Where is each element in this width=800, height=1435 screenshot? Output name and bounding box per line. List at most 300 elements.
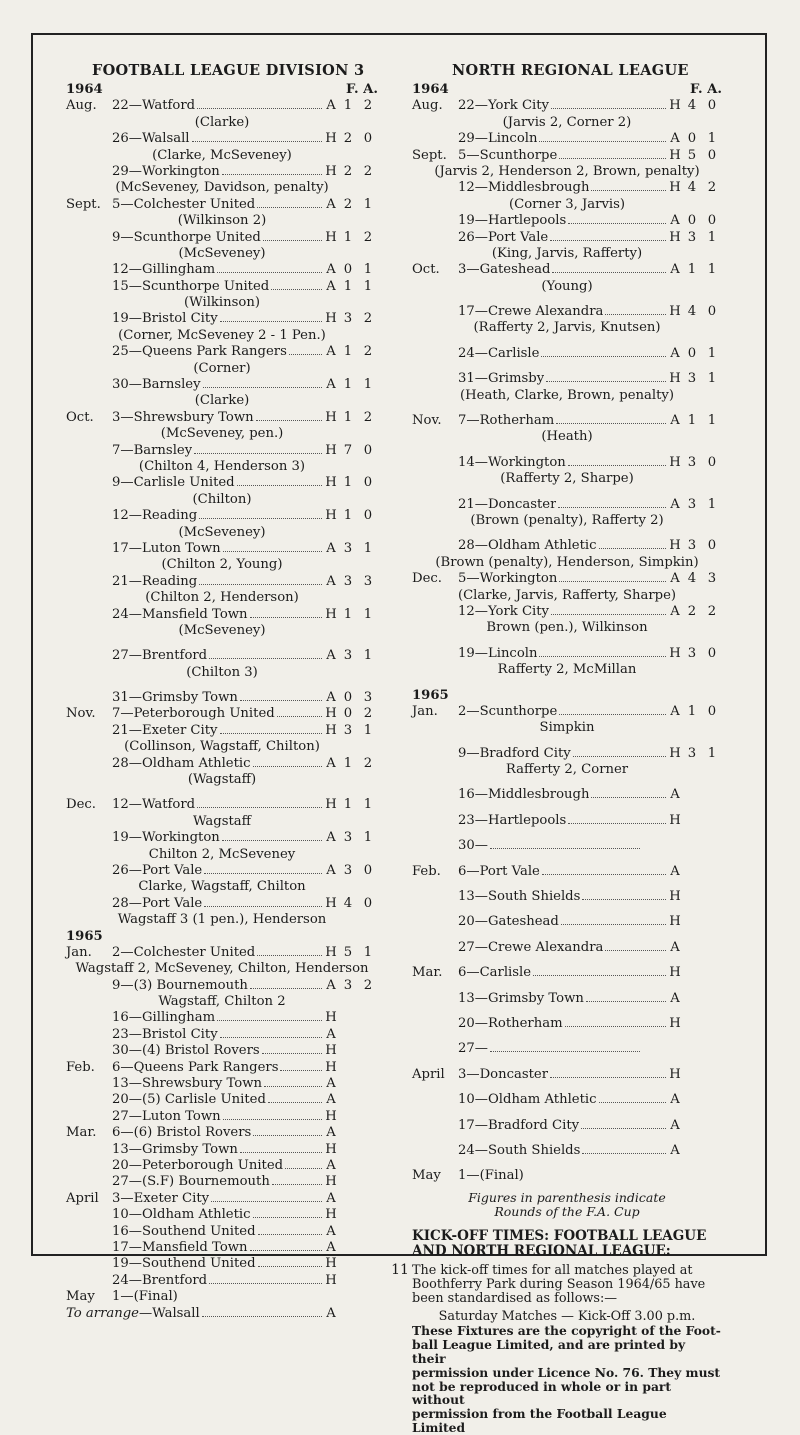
fixture-opponent: 14—Workington <box>458 454 566 470</box>
fixture-venue: H <box>325 1256 337 1272</box>
score-for: 3 <box>343 311 353 327</box>
fixture-venue: H <box>325 163 337 179</box>
leader-dots <box>192 141 322 142</box>
spacer <box>412 1007 722 1016</box>
fixture-opponent: 27—Brentford <box>112 648 208 664</box>
fixture-venue: H <box>669 914 681 930</box>
leader-dots <box>253 1217 322 1218</box>
fixture-row <box>412 991 722 1007</box>
score-for: 3 <box>343 648 353 664</box>
fixture-row <box>412 889 722 905</box>
leader-dots <box>591 797 666 798</box>
copyright-notice: These Fixtures are the copyright of the Foot- ball League Limited, and are printed by their permission under Licence No. 76. They must not be reproduced in whole or in part without permission from the Football League Limited <box>412 1323 721 1435</box>
score-for: 1 <box>343 755 353 771</box>
fixture-opponent: 3—Doncaster <box>458 1066 549 1082</box>
fixture-month: April <box>66 1190 99 1206</box>
fixture-row <box>66 1010 378 1026</box>
score-against: 2 <box>363 344 373 360</box>
goal-scorers: Rafferty 2, Corner <box>505 762 629 778</box>
fixture-month: Dec. <box>412 571 442 587</box>
fixture-opponent: 19—Southend United <box>112 1256 256 1272</box>
fixture-opponent: 24—Carlisle <box>458 345 540 361</box>
leader-dots <box>599 548 666 549</box>
fixture-row <box>66 797 378 813</box>
fixture-month: Sept. <box>412 147 447 163</box>
goal-scorers: (Chilton 2, Henderson) <box>145 590 299 606</box>
fixture-opponent: 6—(6) Bristol Rovers <box>112 1125 252 1141</box>
fixture-venue: H <box>325 229 337 245</box>
fixture-row <box>66 443 378 459</box>
fixture-venue: H <box>325 1141 337 1157</box>
fixture-row <box>66 1125 378 1141</box>
score-for: 3 <box>343 830 353 846</box>
score-against: 1 <box>707 371 717 387</box>
score-against: 2 <box>363 229 373 245</box>
fixture-opponent: 13—Grimsby Town <box>112 1141 238 1157</box>
fixture-venue: A <box>326 1158 336 1173</box>
leader-dots <box>565 1026 666 1027</box>
fixture-row <box>412 455 722 471</box>
fixture-opponent: 2—Colchester United <box>112 944 256 960</box>
leader-dots <box>490 1051 640 1052</box>
goal-scorers: (Young) <box>541 278 593 294</box>
goal-scorers: Wagstaff 2, McSeveney, Chilton, Henderson <box>75 961 369 977</box>
score-against: 1 <box>707 131 717 147</box>
fixture-row <box>66 574 378 590</box>
fixture-opponent: 2—Scunthorpe <box>458 703 558 719</box>
leader-dots <box>533 975 666 976</box>
score-against: 1 <box>363 830 373 846</box>
score-against: 0 <box>707 213 717 229</box>
score-against: 1 <box>363 377 373 393</box>
fixture-row <box>412 965 722 981</box>
saturday-kickoff: Saturday Matches — Kick-Off 3.00 p.m. <box>438 1309 696 1325</box>
fixture-row <box>66 1092 378 1108</box>
fixture-opponent: 5—Colchester United <box>112 196 256 212</box>
fixture-opponent: 9—Carlisle United <box>112 475 235 491</box>
fixture-row <box>66 1142 378 1158</box>
fixture-opponent: 12—Gillingham <box>112 262 216 278</box>
fixture-venue: A <box>326 690 336 706</box>
score-against: 1 <box>363 648 373 664</box>
fixture-opponent: 23—Hartlepools <box>458 812 567 828</box>
fixture-opponent: 23—Bristol City <box>112 1026 218 1042</box>
fixture-opponent: 12—York City <box>458 603 550 619</box>
fixture-row <box>412 704 722 720</box>
score-for: 3 <box>687 229 697 245</box>
score-for: 1 <box>343 606 353 622</box>
fixture-month: April <box>412 1066 445 1082</box>
leader-dots <box>568 823 666 824</box>
spacer <box>66 639 378 648</box>
leader-dots <box>559 581 666 582</box>
goal-scorers: (Corner 3, Jarvis) <box>508 196 626 212</box>
fixture-venue: A <box>326 1076 336 1092</box>
score-against: 0 <box>363 895 373 911</box>
fixture-venue: A <box>326 1026 336 1042</box>
leader-dots <box>250 1250 322 1251</box>
fixture-row <box>66 410 378 426</box>
fixture-row <box>66 1109 378 1125</box>
score-against: 2 <box>363 163 373 179</box>
goal-scorers: (McSeveney) <box>178 622 266 638</box>
spacer <box>412 679 722 688</box>
leader-dots <box>258 1234 322 1235</box>
fixture-opponent: —Walsall <box>138 1305 200 1321</box>
fixture-row <box>66 197 378 213</box>
fixture-month: Oct. <box>66 409 94 425</box>
fixture-opponent: 17—Bradford City <box>458 1117 580 1133</box>
fixture-opponent: 16—Southend United <box>112 1223 256 1239</box>
fixture-row <box>66 1306 378 1322</box>
fixture-month: Jan. <box>66 944 92 960</box>
goal-scorers: (Clarke) <box>194 393 250 409</box>
fixture-opponent: 10—Oldham Athletic <box>112 1207 251 1223</box>
fixture-row <box>66 756 378 772</box>
score-against: 1 <box>363 196 373 212</box>
fixture-month: Feb. <box>412 863 441 879</box>
fixture-venue: A <box>670 571 680 587</box>
fixture-opponent: 20—Peterborough United <box>112 1158 284 1173</box>
score-against: 0 <box>707 645 717 661</box>
fixture-venue: A <box>326 1092 336 1108</box>
score-for: 3 <box>687 745 697 761</box>
score-for: 1 <box>687 262 697 278</box>
fixture-row <box>412 497 722 513</box>
goal-scorers: Wagstaff 3 (1 pen.), Henderson <box>117 912 327 928</box>
score-against: 0 <box>363 508 373 524</box>
spacer <box>412 905 722 914</box>
fixture-month: Aug. <box>66 98 97 114</box>
fixture-row <box>412 538 722 554</box>
leader-dots <box>561 924 666 925</box>
fixture-venue: A <box>326 262 336 278</box>
fixture-row <box>412 1067 722 1083</box>
fixture-venue: A <box>670 603 680 619</box>
score-against: 1 <box>707 413 717 429</box>
leader-dots <box>582 899 666 900</box>
score-against: 2 <box>707 180 717 196</box>
fixture-opponent: 7—Peterborough United <box>112 706 275 722</box>
fixture-row <box>412 1168 722 1184</box>
fixture-venue: A <box>670 1142 680 1158</box>
goal-scorers: (Brown (penalty), Henderson, Simpkin) <box>435 554 699 570</box>
fixture-row <box>66 262 378 278</box>
fixture-opponent: 16—Gillingham <box>112 1010 216 1026</box>
score-against: 1 <box>707 229 717 245</box>
score-for: 3 <box>343 573 353 589</box>
score-against: 0 <box>363 442 373 458</box>
fixture-venue: A <box>326 1223 336 1239</box>
fixture-venue: H <box>669 1015 681 1031</box>
score-against: 1 <box>363 606 373 622</box>
goal-scorers: (Chilton 2, Young) <box>161 557 283 573</box>
fixture-opponent: 21—Exeter City <box>112 722 218 738</box>
score-against: 0 <box>707 703 717 719</box>
fixture-venue: H <box>325 797 337 813</box>
score-header: F. A. <box>689 82 722 97</box>
fixture-opponent: 20—Rotherham <box>458 1015 563 1031</box>
to-arrange-label: To arrange <box>66 1305 139 1321</box>
fixture-opponent: 27— <box>458 1041 488 1057</box>
leader-dots <box>223 551 322 552</box>
goal-scorers: Simpkin <box>539 720 595 736</box>
fixture-month: Sept. <box>66 196 101 212</box>
goal-scorers: (Corner, McSeveney 2 - 1 Pen.) <box>118 327 326 343</box>
goal-scorers: (Chilton) <box>192 491 252 507</box>
score-for: 4 <box>687 571 697 587</box>
division3-header <box>66 82 378 98</box>
spacer <box>412 1134 722 1143</box>
spacer <box>412 337 722 346</box>
fixture-venue: A <box>326 344 336 360</box>
spacer <box>412 829 722 838</box>
fixture-venue: A <box>326 573 336 589</box>
fixture-opponent: 17—Mansfield Town <box>112 1239 248 1255</box>
fixture-row <box>66 830 378 846</box>
fixture-venue: H <box>325 475 337 491</box>
fixture-row <box>412 787 722 803</box>
fixture-opponent: 6—Port Vale <box>458 863 540 879</box>
fixture-venue: A <box>326 1190 336 1206</box>
leader-dots <box>240 1152 322 1153</box>
leader-dots <box>217 1020 322 1021</box>
leader-dots <box>209 658 322 659</box>
leader-dots <box>204 873 322 874</box>
score-for: 1 <box>343 508 353 524</box>
fixture-opponent: 29—Lincoln <box>458 131 538 147</box>
fixture-opponent: 24—Mansfield Town <box>112 606 248 622</box>
goal-scorers: (Corner) <box>193 360 251 376</box>
spacer <box>412 1032 722 1041</box>
leader-dots <box>222 840 322 841</box>
leader-dots <box>211 1201 322 1202</box>
spacer <box>412 931 722 940</box>
goal-scorers: (Clarke) <box>194 114 250 130</box>
score-against: 2 <box>363 977 373 993</box>
fixture-opponent: 9—Bradford City <box>458 745 571 761</box>
fixture-row <box>66 648 378 664</box>
fixture-month: Nov. <box>412 413 442 429</box>
fixture-row <box>66 1224 378 1240</box>
fixture-row <box>66 1027 378 1043</box>
fixture-venue: H <box>325 606 337 622</box>
fixture-row <box>66 311 378 327</box>
fixture-opponent: 20—(5) Carlisle United <box>112 1092 266 1108</box>
fixture-opponent: 31—Grimsby <box>458 371 545 387</box>
fixture-venue: A <box>326 196 336 212</box>
leader-dots <box>539 141 666 142</box>
spacer <box>66 681 378 690</box>
goal-scorers: (McSeveney) <box>178 245 266 261</box>
leader-dots <box>550 1077 666 1078</box>
score-for: 1 <box>687 703 697 719</box>
fixture-row <box>66 1289 378 1305</box>
spacer <box>412 404 722 413</box>
leader-dots <box>490 848 640 849</box>
fixture-row <box>66 1207 378 1223</box>
leader-dots <box>277 716 322 717</box>
fixture-venue: H <box>669 304 681 320</box>
fixture-opponent: 19—Workington <box>112 830 220 846</box>
goal-scorers: (King, Jarvis, Rafferty) <box>491 245 643 261</box>
fixture-opponent: 6—Carlisle <box>458 965 532 981</box>
goal-scorers: (Chilton 3) <box>186 664 258 680</box>
score-for: 0 <box>343 262 353 278</box>
fixture-opponent: 19—Bristol City <box>112 311 218 327</box>
fixture-row <box>66 475 378 491</box>
fixture-row <box>412 180 722 196</box>
goal-scorers: (Heath, Clarke, Brown, penalty) <box>460 387 674 403</box>
fixture-opponent: 5—Workington <box>458 571 558 587</box>
fixture-venue: H <box>669 98 681 114</box>
fixture-venue: A <box>670 496 680 512</box>
fixture-row <box>412 571 722 587</box>
score-against: 2 <box>363 755 373 771</box>
fixture-row <box>412 213 722 229</box>
leader-dots <box>202 1316 322 1317</box>
fixture-row <box>66 607 378 623</box>
fixture-opponent: 10—Oldham Athletic <box>458 1092 597 1108</box>
spacer <box>412 529 722 538</box>
score-for: 0 <box>343 706 353 722</box>
leader-dots <box>197 807 322 808</box>
fixture-month: Feb. <box>66 1059 95 1075</box>
goal-scorers: (Wilkinson 2) <box>177 213 267 229</box>
fixture-row <box>66 131 378 147</box>
season-year: 1965 <box>412 687 449 703</box>
fixture-month: Mar. <box>66 1125 97 1141</box>
fixture-opponent: 27—Luton Town <box>112 1108 221 1124</box>
goal-scorers: Chilton 2, McSeveney <box>148 846 296 862</box>
fixture-venue: H <box>325 1010 337 1026</box>
right-footer-block <box>412 1185 722 1435</box>
leader-dots <box>217 272 322 273</box>
score-for: 0 <box>687 131 697 147</box>
fixture-venue: A <box>326 1239 336 1255</box>
score-against: 2 <box>363 409 373 425</box>
fixture-row <box>412 262 722 278</box>
fixture-row <box>412 604 722 620</box>
fixture-venue: A <box>670 413 680 429</box>
leader-dots <box>250 988 322 989</box>
fixture-opponent: 21—Doncaster <box>458 496 557 512</box>
score-against: 0 <box>707 147 717 163</box>
fixture-opponent: 1—(Final) <box>458 1168 524 1184</box>
leader-dots <box>223 1119 322 1120</box>
leader-dots <box>586 1001 666 1002</box>
score-against: 0 <box>707 98 717 114</box>
fixture-row <box>66 690 378 706</box>
score-for: 7 <box>343 442 353 458</box>
fixture-opponent: 30—Barnsley <box>112 377 201 393</box>
fixture-row <box>412 646 722 662</box>
fixture-venue: A <box>670 1092 680 1108</box>
goal-scorers: (Clarke, Jarvis, Rafferty, Sharpe) <box>457 587 677 603</box>
spacer <box>412 778 722 787</box>
fixture-opponent: 15—Scunthorpe United <box>112 278 270 294</box>
fixture-venue: H <box>669 889 681 905</box>
leader-dots <box>546 381 666 382</box>
fixture-row <box>66 98 378 114</box>
fixture-row <box>66 978 378 994</box>
score-for: 1 <box>343 377 353 393</box>
north-regional-fixtures <box>412 82 722 1435</box>
score-against: 1 <box>707 345 717 361</box>
leader-dots <box>568 223 666 224</box>
leader-dots <box>556 423 666 424</box>
goal-scorers: Wagstaff, Chilton 2 <box>158 994 286 1010</box>
fixture-opponent: 30— <box>458 838 488 854</box>
fixture-venue: H <box>669 538 681 554</box>
fixture-row <box>66 1174 378 1190</box>
score-for: 1 <box>343 475 353 491</box>
score-against: 3 <box>363 573 373 589</box>
goal-scorers: Rafferty 2, McMillan <box>497 662 637 678</box>
leader-dots <box>289 354 322 355</box>
score-against: 1 <box>363 540 373 556</box>
fixture-venue: A <box>670 213 680 229</box>
goal-scorers: Brown (pen.), Wilkinson <box>486 620 648 636</box>
score-against: 0 <box>707 538 717 554</box>
spacer <box>412 855 722 864</box>
score-for: 2 <box>343 196 353 212</box>
leader-dots <box>605 950 666 951</box>
leader-dots <box>199 518 322 519</box>
score-against: 1 <box>363 722 373 738</box>
fixture-opponent: 28—Oldham Athletic <box>458 538 597 554</box>
fixture-venue: A <box>670 703 680 719</box>
goal-scorers: Clarke, Wagstaff, Chilton <box>138 879 306 895</box>
fixture-row <box>66 230 378 246</box>
fixture-opponent: 1—(Final) <box>112 1289 178 1305</box>
leader-dots <box>253 766 322 767</box>
fixture-row <box>412 1016 722 1032</box>
score-for: 1 <box>343 98 353 114</box>
fixture-row <box>66 863 378 879</box>
fixture-venue: H <box>669 371 681 387</box>
fixture-venue: A <box>326 540 336 556</box>
goal-scorers: Wagstaff <box>192 813 251 829</box>
score-for: 0 <box>687 345 697 361</box>
fixture-month: Aug. <box>412 98 443 114</box>
fixture-opponent: 9—Scunthorpe United <box>112 229 261 245</box>
fixture-opponent: 12—Reading <box>112 508 198 524</box>
leader-dots <box>240 700 322 701</box>
leader-dots <box>220 321 322 322</box>
leader-dots <box>605 314 666 315</box>
fixture-row <box>66 896 378 912</box>
fixture-venue: A <box>326 98 336 114</box>
fixture-opponent: 21—Reading <box>112 573 198 589</box>
score-against: 3 <box>707 571 717 587</box>
north-regional-header <box>412 82 722 98</box>
fixture-row <box>412 131 722 147</box>
page-number: 11 <box>391 1262 409 1278</box>
fixture-venue: A <box>670 345 680 361</box>
score-for: 3 <box>343 540 353 556</box>
spacer <box>412 982 722 991</box>
leader-dots <box>209 1283 322 1284</box>
kickoff-paragraph: The kick-off times for all matches played at Boothferry Park during Season 1964/65 have been standardised as follows:— <box>412 1262 706 1307</box>
fixture-row <box>66 1060 378 1076</box>
goal-scorers: (Jarvis 2, Henderson 2, Brown, penalty) <box>434 163 700 179</box>
fixture-row <box>66 344 378 360</box>
leader-dots <box>257 955 322 956</box>
fixture-opponent: 13—Shrewsbury Town <box>112 1076 263 1092</box>
fixture-venue: H <box>325 1108 337 1124</box>
leader-dots <box>573 756 666 757</box>
